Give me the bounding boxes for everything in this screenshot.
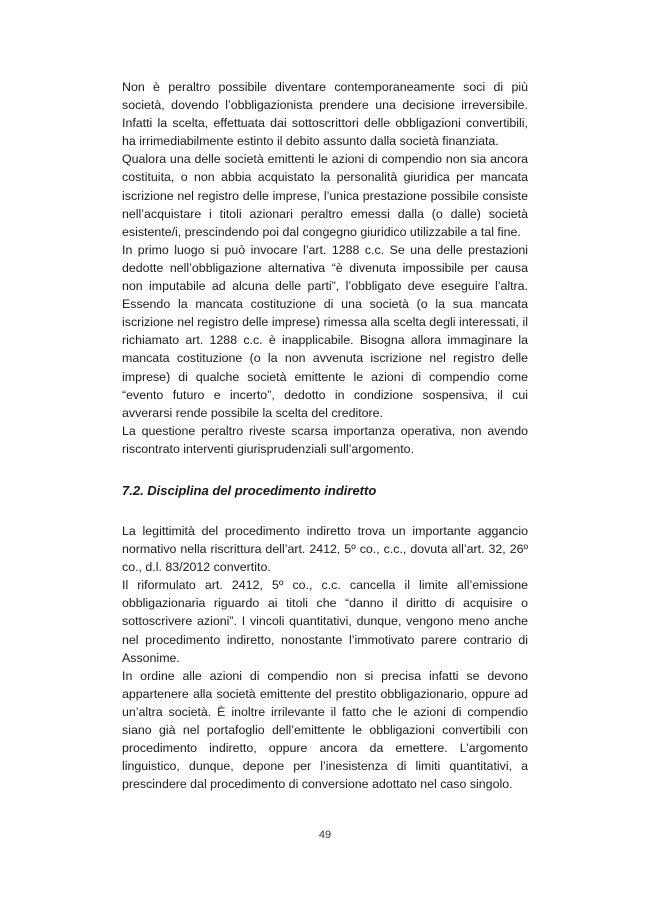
paragraph-3: In primo luogo si può invocare l’art. 1288 c.c. Se una delle prestazioni dedotte nell’obbligazione alternativa “è divenuta impossibile per causa non imputabile ad alcuna delle parti”, l’obbligato deve eseguire l’altra. Essendo la mancata costituzione di una società (o la sua mancata iscrizione nel registro delle imprese) rimessa alla scelta degli interessati, il richiamato art. 1288 c.c. è inapplicabile. Bisogna allora immaginare la mancata costituzione (o la non avvenuta iscrizione nel registro delle imprese) di qualche società emittente le azioni di compendio come “evento futuro e incerto”, dedotto in condizione sospensiva, il cui avverarsi rende possibile la scelta del creditore. [122,242,528,420]
paragraph-5: La legittimità del procedimento indiretto trova un importante aggancio normativo nella riscrittura dell’art. 2412, 5º co., c.c., dovuta all’art. 32, 26º co., d.l. 83/2012 convertito. [122,523,528,575]
paragraph-2: Qualora una delle società emittenti le azioni di compendio non sia ancora costituita, o non abbia acquistato la personalità giuridica per mancata iscrizione nel registro delle imprese, l’unica prestazione possibile consiste nell’acquistare i titoli azionari peraltro emessi dalla (o dalle) società esistente/i, prescindendo poi dal congegno giuridico utilizzabile a tal fine. [122,152,528,239]
section-heading: 7.2. Disciplina del procedimento indiretto [122,482,377,498]
paragraph-6: Il riformulato art. 2412, 5º co., c.c. cancella il limite all’emissione obbligazionaria riguardo ai titoli che “danno il diritto di acquisire o sottoscrivere azioni”. I vincoli quantitativi, dunque, vengono meno anche nel procedimento indiretto, nonostante l’immotivato parere contrario di Assonime. [122,578,528,665]
page-number: 49 [318,829,332,841]
paragraph-7: In ordine alle azioni di compendio non si precisa infatti se devono appartenere alla società emittente del prestito obbligazionario, oppure ad un’altra società. È inoltre irrilevante il fatto che le azioni di compendio siano già nel portafoglio dell’emittente le obbligazioni convertibili con procedimento indiretto, oppure ancora da emettere. L’argomento linguistico, dunque, depone per l’inesistenza di limiti quantitativi, a prescindere dal procedimento di conversione adottato nel caso singolo. [122,668,528,792]
body-text [122,78,528,793]
paragraph-4: La questione peraltro riveste scarsa importanza operativa, non avendo riscontrato interventi giurisprudenziali sull’argomento. [122,423,528,456]
paragraph-1: Non è peraltro possibile diventare contemporaneamente soci di più società, dovendo l’obbligazionista prendere una decisione irreversibile. Infatti la scelta, effettuata dai sottoscrittori delle obbligazioni convertibili, ha irrimediabilmente estinto il debito assunto dalla società finanziata. [122,80,528,149]
